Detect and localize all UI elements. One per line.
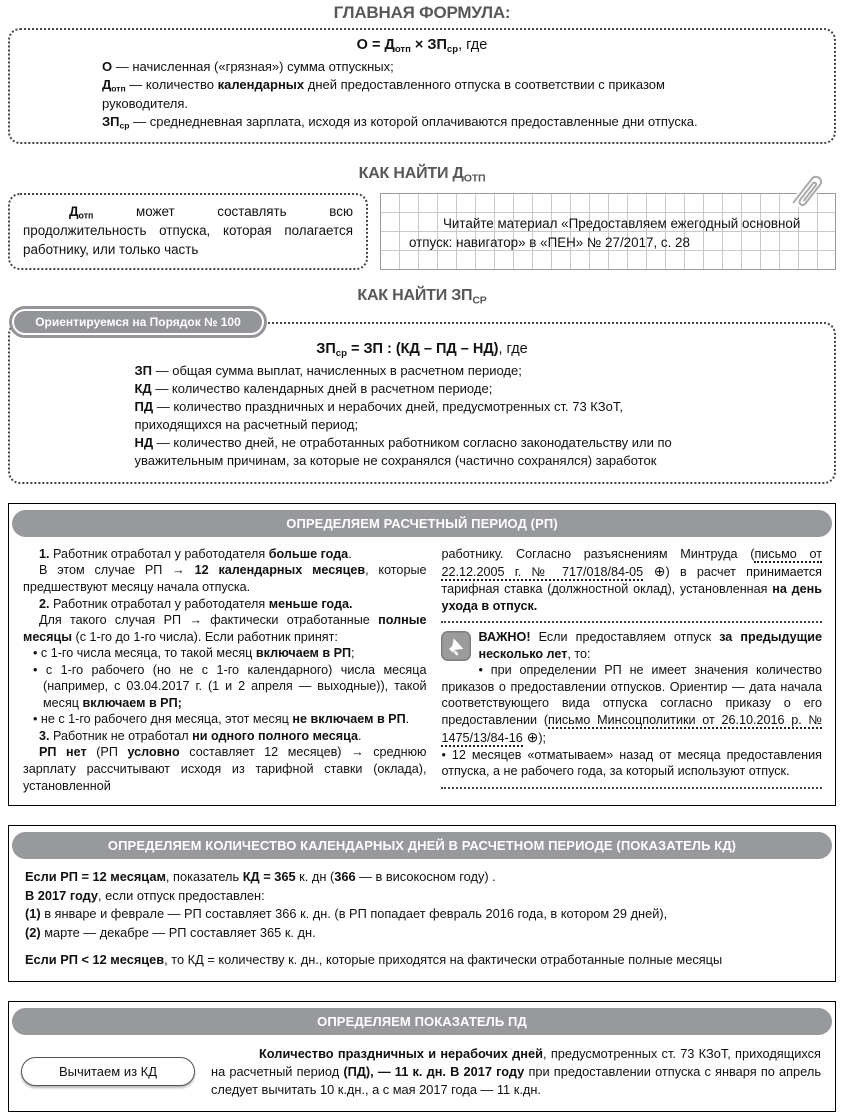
definition-line-kd <box>135 380 710 398</box>
text-run: — количество дней, не отработанных работником согласно законодательству или по уважительным причинам, за которые не сохранялся (частично сохранялся) заработок <box>134 435 672 468</box>
text-run: В этом случае РП → <box>39 563 195 578</box>
text-run: НД <box>134 435 154 451</box>
rp-bullet-1 <box>23 645 426 662</box>
text-run: КД <box>134 381 152 397</box>
main-formula-definitions <box>102 58 742 133</box>
text-run: Если предоставляем отпуск <box>530 630 720 645</box>
rp-section-body <box>9 537 835 805</box>
text-run: больше года <box>268 546 349 561</box>
kd-rule-less-12-months <box>25 951 819 970</box>
text-run: — количество <box>125 76 218 92</box>
text-run: включаем в РП; <box>82 695 182 710</box>
rp-case-3-detail <box>23 744 426 794</box>
rp-case-2 <box>23 596 426 613</box>
kd-section <box>8 825 836 982</box>
kd-2017-case-1 <box>25 905 819 924</box>
magnifier-icon[interactable]: ⊕ <box>643 563 666 580</box>
definition-line-zpsr <box>102 113 742 132</box>
text-run: Работник не отработал <box>49 728 193 743</box>
kd-section-header: ОПРЕДЕЛЯЕМ КОЛИЧЕСТВО КАЛЕНДАРНЫХ ДНЕЙ В РАСЧЕТНОМ ПЕРИОДЕ (ПОКАЗАТЕЛЬ КД) <box>12 832 832 859</box>
dashed-divider <box>441 787 822 789</box>
dotp-row <box>8 193 836 270</box>
text-run: 12 календарных месяцев <box>194 563 366 578</box>
text-run: ЗП <box>102 114 120 130</box>
text-run: условно <box>127 745 180 760</box>
rp-right-intro <box>441 546 822 614</box>
pd-section-body <box>9 1035 835 1111</box>
text-run: Для такого случая РП → фактически отработанные <box>39 613 379 628</box>
text-run: • 12 месяцев «отматываем» назад от месяца предоставления отпуска, а не рабочего года, за который используют отпуск. <box>441 747 822 779</box>
text-run: ср <box>119 120 130 131</box>
kd-2017-intro <box>25 887 819 906</box>
text-run: (с 1-го до 1-го числа). Если работник принят: <box>72 629 338 644</box>
text-run: отп <box>394 43 411 55</box>
megaphone-icon <box>441 631 471 661</box>
text-run: • при определении РП не имеет значения количество приказов о предоставлении отпусков. Ориентир — дата начала соответствующего вида отпуска согласно приказу о его предоставлении ( <box>441 663 822 727</box>
text-run: . <box>405 712 410 727</box>
text-run: Если РП = 12 месяцам <box>25 869 166 885</box>
text-run: В 2017 году <box>25 887 99 903</box>
definition-line-dotp <box>102 76 742 113</box>
text-run: — среднедневная зарплата, исходя из которой оплачиваются предоставленные дни отпуска. <box>129 114 698 130</box>
text-run: Количество праздничных и нерабочих дней <box>259 1045 544 1061</box>
rp-section <box>8 503 836 806</box>
reference-note-text <box>409 214 807 252</box>
find-dotp-title-text: КАК НАЙТИ Д <box>358 164 464 182</box>
text-run: , предусмотренных ст. 73 КЗоТ, приходящихся на расчетный период <box>211 1045 821 1079</box>
text-run: ); <box>538 731 547 746</box>
text-run: ср <box>335 348 347 360</box>
text-run: к. дн ( <box>295 869 335 885</box>
text-run: Читайте материал «Предоставляем ежегодный основной отпуск: навигатор» в «ПЕН» № 27/2017, с. 28 <box>409 216 801 251</box>
rp-case-1-detail <box>23 562 426 595</box>
zpsr-formula-box <box>8 315 836 483</box>
text-run: Д <box>102 76 112 92</box>
text-run: в январе и феврале — РП составляет 366 к. дн. (в РП попадает февраль 2016 года, в котором 29 дней), <box>40 906 668 922</box>
text-run: 3. <box>39 728 50 743</box>
text-run: отп <box>111 83 126 94</box>
important-note-text <box>441 629 822 662</box>
text-run: (РП <box>86 745 128 760</box>
magnifier-icon[interactable]: ⊕ <box>522 729 539 746</box>
reference-note <box>380 193 836 270</box>
kd-rule-12-months <box>25 868 819 887</box>
find-dotp-title-subscript: ОТП <box>463 172 486 185</box>
dotp-note-box <box>8 193 368 270</box>
rp-case-3 <box>23 728 426 745</box>
definition-line-nd <box>135 434 710 470</box>
text-run: ср <box>446 43 459 55</box>
text-run: отп <box>78 210 94 221</box>
text-run: — количество календарных дней в расчетном периоде; <box>151 381 493 397</box>
text-run: 366 <box>334 869 356 885</box>
find-dotp-title <box>8 165 836 185</box>
text-run: . <box>358 728 362 743</box>
text-run: на день ухода в отпуск. <box>441 582 822 613</box>
reference-link[interactable]: письмо от 22.12.2005 г. № 717/018/84-05 <box>441 546 822 580</box>
text-run: ВАЖНО! <box>478 630 531 645</box>
text-run: может составлять всю продолжительность отпуска, которая полагается работнику, или только часть <box>23 204 353 257</box>
text-run: (2) <box>25 924 41 940</box>
pd-section <box>8 1001 836 1112</box>
subtract-from-kd-badge: Вычитаем из КД <box>21 1057 195 1086</box>
dotp-note-text <box>23 203 353 260</box>
find-zpsr-title-subscript: СР <box>472 294 487 307</box>
text-run: полные месяцы <box>23 613 427 644</box>
text-run: Если РП < 12 месяцев <box>25 952 165 968</box>
main-formula-box <box>8 28 836 144</box>
text-run: при предоставлении отпуска с января по апрель следует вычитать 10 к.дн., а с мая 2017 года — 11 к.дн. <box>211 1063 822 1098</box>
definition-line-o <box>102 58 742 76</box>
text-run: = ЗП : (КД – ПД – НД) <box>346 341 499 358</box>
text-run: календарных <box>217 76 305 92</box>
main-formula-title: ГЛАВНАЯ ФОРМУЛА: <box>333 3 511 22</box>
definition-line-zp <box>135 362 710 380</box>
important-note <box>441 629 822 662</box>
text-run: , где <box>458 37 488 53</box>
text-run: марте — декабре — РП составляет 365 к. дн. <box>40 924 316 940</box>
paperclip-icon <box>793 167 823 217</box>
poryadok-100-badge: Ориентируемся на Порядок № 100 <box>12 309 264 335</box>
text-run: × ЗП <box>410 37 447 53</box>
text-run: работнику. Согласно разъяснениям Минтруда ( <box>441 546 755 561</box>
dashed-divider <box>441 621 822 623</box>
text-run: • с 1-го рабочего (но не с 1-го календарного) числа месяца (например, с 03.04.2017 г. (1 и 2 апреля — выходные)), такой месяц <box>33 662 427 710</box>
rp-right-bullet-1 <box>441 662 822 747</box>
rp-right-column <box>441 546 822 795</box>
rp-section-header: ОПРЕДЕЛЯЕМ РАСЧЕТНЫЙ ПЕРИОД (РП) <box>12 510 832 537</box>
text-run: 2. <box>39 596 50 611</box>
text-run: , показатель <box>165 869 243 885</box>
text-run: Работник отработал у работодателя <box>49 596 269 611</box>
text-run: , где <box>498 341 528 358</box>
text-run: составляет 12 месяцев) → среднюю зарплату рассчитывают исходя из тарифной ставки (оклада), установленной <box>23 745 427 793</box>
text-run: , если отпуск предоставлен: <box>98 887 265 903</box>
text-run: ЗП <box>134 363 152 379</box>
text-run: О <box>102 58 113 74</box>
text-run: ) в расчет принимается тарифная ставка (должностной оклад), установленная <box>441 565 822 597</box>
text-run: , то КД = количеству к. дн., которые приходятся на фактически отработанные полные месяцы <box>164 952 723 968</box>
find-zpsr-title-text: КАК НАЙТИ ЗП <box>357 286 473 304</box>
kd-2017-case-2 <box>25 924 819 943</box>
text-run: ; <box>351 646 355 661</box>
reference-link[interactable]: письмо Минсоцполитики от 26.10.2016 р. № 1475/13/84-16 <box>441 712 822 746</box>
text-run: (1) <box>25 906 41 922</box>
rp-bullet-2 <box>23 662 426 712</box>
zpsr-definitions <box>135 362 710 470</box>
text-run: включаем в РП <box>255 646 352 661</box>
text-run: Д <box>69 204 79 220</box>
text-run: (ПД), — 11 к. дн. В 2017 году <box>343 1063 525 1079</box>
text-run: — начисленная («грязная») сумма отпускных; <box>112 58 394 74</box>
rp-left-column <box>23 546 426 795</box>
text-run: меньше года. <box>268 596 353 611</box>
pd-rule-text <box>211 1045 821 1099</box>
text-run: ни одного полного месяца <box>192 728 358 743</box>
text-run: , то: <box>567 646 591 661</box>
main-formula-equation <box>24 37 820 55</box>
rp-case-1 <box>23 546 426 563</box>
text-run: не включаем в РП <box>292 712 406 727</box>
text-run: КД = 365 <box>242 869 296 885</box>
find-zpsr-title <box>8 287 836 307</box>
text-run: — в високосном году) . <box>355 869 496 885</box>
rp-bullet-3 <box>23 711 426 728</box>
text-run: , которые предшествуют месяцу начала отпуска. <box>23 563 427 595</box>
text-run: . <box>348 546 352 561</box>
text-run: — количество праздничных и нерабочих дней, предусмотренных ст. 73 КЗоТ, приходящихся на расчетный период; <box>134 399 623 433</box>
zpsr-equation <box>26 341 818 359</box>
text-run: 1. <box>39 546 50 561</box>
definition-line-pd <box>135 398 710 434</box>
text-run: ЗП <box>316 341 336 358</box>
rp-case-2-detail <box>23 612 426 645</box>
kd-section-body <box>9 859 835 981</box>
pd-section-header: ОПРЕДЕЛЯЕМ ПОКАЗАТЕЛЬ ПД <box>12 1008 832 1035</box>
text-run: О = Д <box>356 37 395 53</box>
text-run: за предыдущие несколько лет <box>478 630 822 661</box>
text-run: — общая сумма выплат, начисленных в расчетном периоде; <box>152 363 522 379</box>
text-run: • не с 1-го рабочего дня месяца, этот месяц <box>33 712 293 727</box>
text-run: • с 1-го числа месяца, то такой месяц <box>33 646 256 661</box>
text-run: Работник отработал у работодателя <box>49 546 269 561</box>
rp-right-bullet-2 <box>441 747 822 780</box>
text-run: дней предоставленного отпуска в соответствии с приказом руководителя. <box>102 76 665 112</box>
text-run: ПД <box>134 399 154 415</box>
text-run: РП нет <box>39 745 87 760</box>
